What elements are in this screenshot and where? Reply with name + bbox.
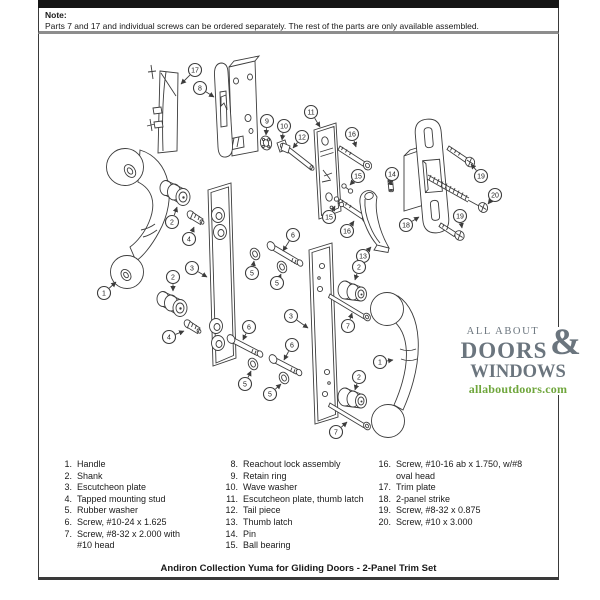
callout-6 <box>243 321 256 341</box>
callout-15 <box>350 170 365 186</box>
list-item: 3. Escutcheon plate <box>64 482 147 493</box>
page-caption: Andiron Collection Yuma for Gliding Doors - 2-Panel Trim Set <box>160 563 437 574</box>
list-item: 13. Thumb latch <box>225 516 293 527</box>
svg-text:7: 7 <box>346 323 350 331</box>
svg-text:2: 2 <box>170 219 174 227</box>
svg-text:3: 3 <box>289 313 293 321</box>
callout-2 <box>353 371 366 391</box>
part-5-washer-b <box>275 260 288 275</box>
list-item: 7. Screw, #8-32 x 2.000 with #10 head <box>64 528 181 551</box>
callout-5 <box>271 274 284 290</box>
svg-text:17: 17 <box>191 67 199 75</box>
svg-text:2: 2 <box>357 374 361 382</box>
part-1-handle-left <box>107 149 170 289</box>
svg-text:13: 13 <box>359 253 367 261</box>
svg-text:15: 15 <box>354 173 362 181</box>
callout-18 <box>400 217 420 232</box>
callout-10 <box>278 120 291 141</box>
callout-5 <box>239 371 252 391</box>
callout-7 <box>330 422 348 439</box>
callout-6 <box>283 229 300 252</box>
svg-text:14: 14 <box>388 171 396 179</box>
list-item: 12. Tail piece <box>225 505 281 516</box>
part-5-washer-c <box>246 357 259 372</box>
logo-url: allaboutdoors.com <box>468 382 568 396</box>
svg-text:19: 19 <box>456 213 464 221</box>
list-item: 19. Screw, #8-32 x 0.875 <box>378 505 481 516</box>
callout-17 <box>181 64 202 85</box>
list-item: 17. Trim plate <box>378 482 436 493</box>
part-4-stud-top <box>186 209 205 225</box>
part-4-stud-bottom <box>183 318 202 334</box>
list-item: 8. Reachout lock assembly <box>230 459 341 469</box>
callout-19 <box>454 210 467 229</box>
svg-text:2: 2 <box>171 274 175 282</box>
svg-text:3: 3 <box>190 265 194 273</box>
callout-layer <box>98 64 502 439</box>
callout-11 <box>305 106 321 128</box>
svg-text:16: 16 <box>348 131 356 139</box>
company-logo <box>447 322 589 396</box>
svg-text:2: 2 <box>357 264 361 272</box>
svg-text:5: 5 <box>243 381 247 389</box>
part-2-shank-left-bottom <box>157 292 187 317</box>
part-16-screw-top <box>338 146 373 171</box>
svg-text:16: 16 <box>343 228 351 236</box>
part-11-escutcheon-thumb-latch-plate <box>314 123 341 219</box>
list-item: 18. 2-panel strike <box>378 493 451 504</box>
list-item: 16. Screw, #10-16 ab x 1.750, w/#8 oval head <box>378 459 523 481</box>
callout-3 <box>186 262 208 278</box>
part-3-plate-middle <box>309 243 338 424</box>
callout-6 <box>284 339 299 361</box>
note-label: Note: <box>45 10 67 20</box>
list-item: 6. Screw, #10-24 x 1.625 <box>64 516 167 527</box>
svg-text:20: 20 <box>491 192 499 200</box>
callout-8 <box>194 82 215 98</box>
part-2-shank-right-top <box>338 281 367 301</box>
svg-text:10: 10 <box>280 123 288 131</box>
part-18-strike <box>404 118 450 234</box>
svg-text:18: 18 <box>402 222 410 230</box>
svg-text:12: 12 <box>298 134 306 142</box>
svg-text:6: 6 <box>247 324 251 332</box>
svg-text:8: 8 <box>198 85 202 93</box>
callout-9 <box>261 115 274 136</box>
svg-text:1: 1 <box>102 290 106 298</box>
list-item: 1. Handle <box>64 459 106 469</box>
svg-text:19: 19 <box>477 173 485 181</box>
svg-text:9: 9 <box>265 118 269 126</box>
part-5-washer-a <box>248 247 261 262</box>
list-item: 14. Pin <box>225 528 257 539</box>
callout-2 <box>167 271 180 292</box>
part-5-washer-d <box>277 371 290 386</box>
svg-text:1: 1 <box>378 359 382 367</box>
svg-text:15: 15 <box>325 214 333 222</box>
list-item: 11. Escutcheon plate, thumb latch <box>226 493 364 504</box>
parts-list-column-3 <box>375 459 533 529</box>
callout-16 <box>341 221 355 238</box>
part-15-ball-bearings-a <box>342 184 353 193</box>
list-item: 2. Shank <box>64 470 103 481</box>
parts-list-column-2 <box>222 459 377 552</box>
list-item: 9. Retain ring <box>230 470 287 481</box>
svg-text:11: 11 <box>307 109 315 117</box>
logo-line-windows: WINDOWS <box>470 361 566 382</box>
callout-3 <box>285 310 309 329</box>
logo-line-doors: DOORS <box>460 337 548 363</box>
list-item: 10. Wave washer <box>225 482 298 493</box>
parts-list-column-1 <box>56 459 189 552</box>
list-item: 15. Ball bearing <box>225 540 291 551</box>
callout-20 <box>488 189 502 205</box>
svg-text:6: 6 <box>291 232 295 240</box>
part-9-retain-ring <box>259 135 273 151</box>
part-14-pin <box>388 180 394 192</box>
callout-4 <box>183 227 196 246</box>
logo-ampersand: & <box>550 322 581 363</box>
callout-5 <box>246 261 259 280</box>
svg-text:6: 6 <box>290 342 294 350</box>
callout-7 <box>342 313 355 333</box>
part-17-trim-plate <box>147 65 178 153</box>
svg-text:4: 4 <box>187 236 191 244</box>
part-8-lock-assembly <box>214 56 259 157</box>
callout-2 <box>353 261 366 281</box>
callout-16 <box>346 128 359 148</box>
svg-text:5: 5 <box>250 270 254 278</box>
svg-text:5: 5 <box>275 280 279 288</box>
callout-4 <box>163 331 185 344</box>
note-text: Parts 7 and 17 and individual screws can be ordered separately. The rest of the parts are only available assembled. <box>45 20 479 31</box>
callout-5 <box>264 384 282 401</box>
part-12-tail-piece <box>281 143 315 171</box>
part-2-shank-right-bottom <box>338 388 367 408</box>
callout-12 <box>293 131 309 149</box>
callout-14 <box>386 168 399 182</box>
callout-1 <box>374 356 394 369</box>
list-item: 4. Tapped mounting stud <box>64 493 166 504</box>
svg-text:4: 4 <box>167 334 171 342</box>
callout-19 <box>471 164 488 183</box>
logo-line-all-about: ALL ABOUT <box>466 326 540 337</box>
callout-1 <box>98 282 117 300</box>
part-13-thumb-latch <box>360 191 389 253</box>
list-item: 20. Screw, #10 x 3.000 <box>378 516 473 527</box>
svg-text:5: 5 <box>268 391 272 399</box>
list-item: 5. Rubber washer <box>64 505 139 516</box>
svg-text:7: 7 <box>334 429 338 437</box>
